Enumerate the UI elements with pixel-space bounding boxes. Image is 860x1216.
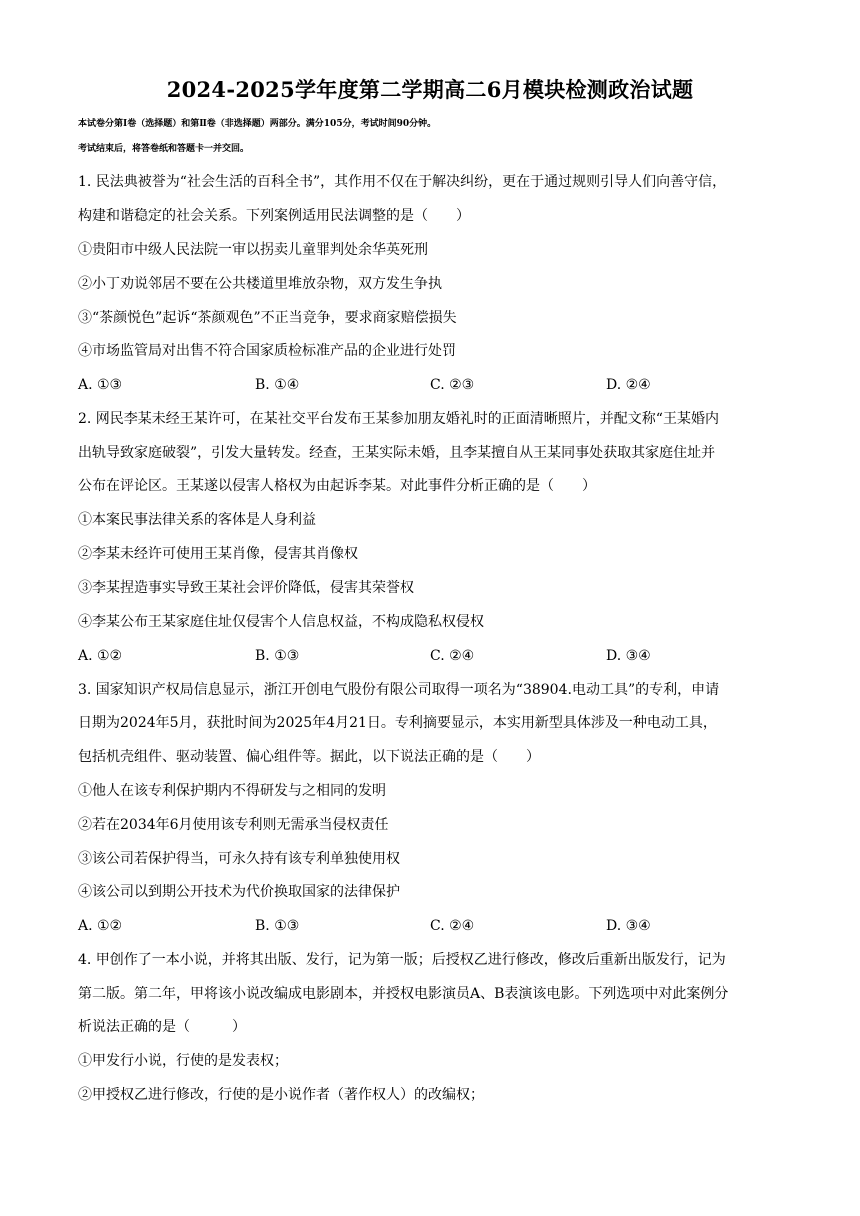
question-1-item-4: ④市场监管局对出售不符合国家质检标准产品的企业进行处罚 [78, 343, 456, 359]
question-3-option-b: B. ①③ [255, 918, 300, 934]
question-1-item-1: ①贵阳市中级人民法院一审以拐卖儿童罪判处余华英死刑 [78, 242, 428, 258]
question-2-item-3: ③李某捏造事实导致王某社会评价降低，侵害其荣誉权 [78, 580, 414, 596]
question-2-option-b: B. ①③ [255, 648, 300, 664]
question-3-stem-line-1: 3. 国家知识产权局信息显示，浙江开创电气股份有限公司取得一项名为“38904.电动工具”的专利，申请 [78, 682, 720, 698]
question-4-stem-line-1: 4. 甲创作了一本小说，并将其出版、发行，记为第一版；后授权乙进行修改，修改后重新出版发行，记为 [78, 952, 726, 968]
question-1-option-b: B. ①④ [255, 377, 300, 393]
question-2-item-2: ②李某未经许可使用王某肖像，侵害其肖像权 [78, 546, 358, 562]
question-1-stem-line-2: 构建和谐稳定的社会关系。下列案例适用民法调整的是（ ） [78, 208, 470, 224]
question-3-item-3: ③该公司若保护得当，可永久持有该专利单独使用权 [78, 851, 400, 867]
question-2-item-4: ④李某公布王某家庭住址仅侵害个人信息权益，不构成隐私权侵权 [78, 614, 484, 630]
question-3-item-2: ②若在2034年6月使用该专利则无需承当侵权责任 [78, 817, 389, 833]
question-1-stem-line-1: 1. 民法典被誉为“社会生活的百科全书”，其作用不仅在于解决纠纷，更在于通过规则引导人们向善守信， [78, 174, 727, 190]
question-3-stem-line-3: 包括机壳组件、驱动装置、偏心组件等。据此，以下说法正确的是（ ） [78, 749, 540, 765]
question-3-option-c: C. ②④ [430, 918, 475, 934]
question-1-item-3: ③“茶颜悦色”起诉“茶颜观色”不正当竞争，要求商家赔偿损失 [78, 310, 457, 326]
question-4-stem-line-3: 析说法正确的是（ ） [78, 1019, 246, 1035]
question-3-item-1: ①他人在该专利保护期内不得研发与之相同的发明 [78, 783, 386, 799]
question-2-stem-line-3: 公布在评论区。王某遂以侵害人格权为由起诉李某。对此事件分析正确的是（ ） [78, 478, 596, 494]
question-3-item-4: ④该公司以到期公开技术为代价换取国家的法律保护 [78, 884, 400, 900]
intro-line-1: 本试卷分第Ⅰ卷（选择题）和第Ⅱ卷（非选择题）两部分。满分105分，考试时间90分钟。 [78, 119, 437, 129]
question-1-option-c: C. ②③ [430, 377, 475, 393]
question-4-stem-line-2: 第二版。第二年，甲将该小说改编成电影剧本，并授权电影演员A、B表演该电影。下列选项中对此案例分 [78, 986, 729, 1002]
question-2-item-1: ①本案民事法律关系的客体是人身利益 [78, 512, 316, 528]
question-2-stem-line-2: 出轨导致家庭破裂”，引发大量转发。经查，王某实际未婚，且李某擅自从王某同事处获取其家庭住址并 [78, 445, 716, 461]
question-2-stem-line-1: 2. 网民李某未经王某许可，在某社交平台发布王某参加朋友婚礼时的正面清晰照片，并配文称“王某婚内 [78, 411, 719, 427]
question-4-item-2: ②甲授权乙进行修改，行使的是小说作者（著作权人）的改编权； [78, 1087, 484, 1103]
question-2-option-d: D. ③④ [606, 648, 651, 664]
question-2-option-c: C. ②④ [430, 648, 475, 664]
question-1-item-2: ②小丁劝说邻居不要在公共楼道里堆放杂物，双方发生争执 [78, 276, 442, 292]
question-2-option-a: A. ①② [78, 648, 123, 664]
question-3-stem-line-2: 日期为2024年5月，获批时间为2025年4月21日。专利摘要显示，本实用新型具体涉及一种电动工具， [78, 715, 717, 731]
question-4-item-1: ①甲发行小说，行使的是发表权； [78, 1053, 288, 1069]
intro-line-2: 考试结束后，将答卷纸和答题卡一并交回。 [78, 144, 250, 154]
page-title: 2024-2025学年度第二学期高二6月模块检测政治试题 [166, 77, 694, 102]
question-1-option-d: D. ②④ [606, 377, 651, 393]
question-3-option-a: A. ①② [78, 918, 123, 934]
question-3-option-d: D. ③④ [606, 918, 651, 934]
question-1-option-a: A. ①③ [78, 377, 123, 393]
